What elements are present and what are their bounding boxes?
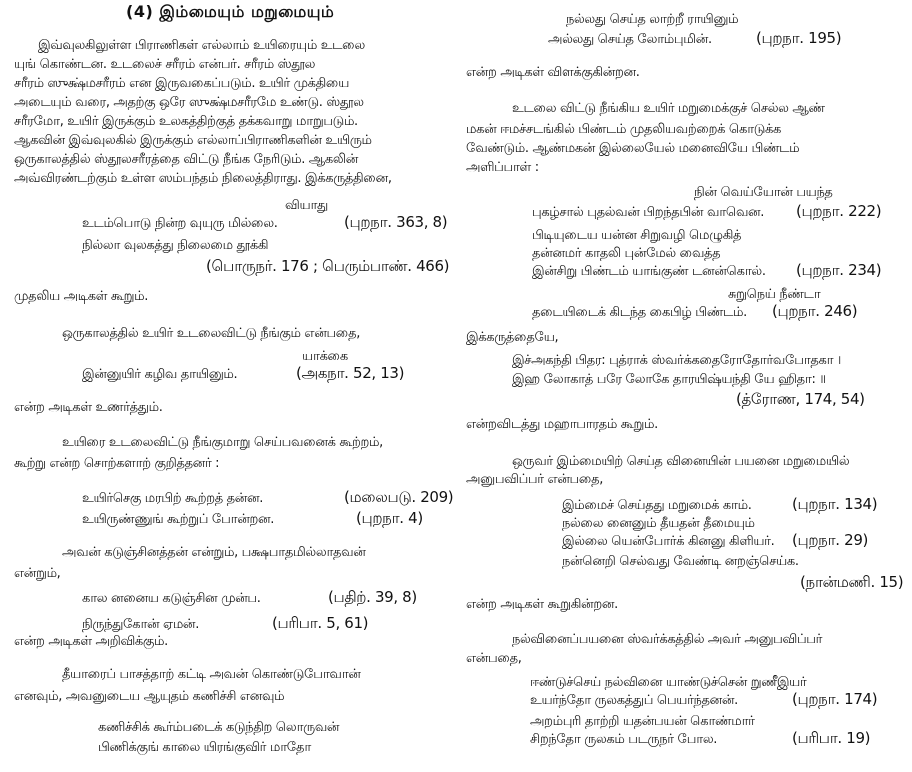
- paragraph-line: எனவும், அவனுடைய ஆயுதம் கணிச்சி எனவும்: [14, 689, 285, 704]
- verse-line: கணிச்சிக் கூர்ம்படைக் கடுந்திற லொருவன்: [98, 720, 340, 735]
- sanskrit-line: இஹ லோகாத் பரே லோகே தாரயிஷ்யந்தி யே ஹிதா: ॥: [512, 372, 826, 387]
- paragraph-line: அவன் கடுஞ்சினத்தன் என்றும், பக்ஷபாதமில்லாதவன்: [62, 545, 366, 560]
- verse-line: நல்லை னைனும் தீயதன் தீமையும்: [562, 516, 755, 531]
- verse-line: நிருந்துகோன் ஏமன்.: [82, 617, 199, 632]
- verse-line: இன்னுயிர் கழிவ தாயினும்.: [82, 367, 238, 382]
- paragraph-line: என்ற அடிகள் உணர்த்தும்.: [14, 400, 163, 415]
- verse-citation: (புறநா. 222): [796, 202, 882, 220]
- verse-gloss: யாக்கை: [302, 349, 348, 364]
- section-heading: (4) இம்மையும் மறுமையும்: [126, 2, 335, 21]
- paragraph-line: ஒருகாலத்தில் ஸ்தூலசரீரத்தை விட்டு நீங்க நேரிடும். ஆகலின்: [14, 152, 358, 167]
- verse-line: பிடியுடைய யன்ன சிறுவழி மெழுகித்: [532, 228, 742, 243]
- paragraph-line: அவ்விரண்டற்கும் உள்ள ஸம்பந்தம் நிலைத்திராது. இக்கருத்தினை,: [14, 171, 392, 186]
- verse-citation: (புறநா. 234): [796, 261, 882, 279]
- verse-citation: (நான்மணி. 15): [800, 573, 904, 591]
- verse-citation: (பொருநர். 176 ; பெரும்பாண். 466): [206, 257, 450, 275]
- verse-citation: (பரிபா. 19): [792, 729, 871, 747]
- paragraph-line: என்பதை,: [466, 651, 522, 666]
- verse-line: பிணிக்குங் காலை யிரங்குவிர் மாதோ: [98, 740, 311, 755]
- paragraph-line: என்றும்,: [14, 566, 61, 581]
- paragraph-line: இக்கருத்தையே,: [466, 330, 559, 345]
- paragraph-line: என்றவிடத்து மஹாபாரதம் கூறும்.: [466, 417, 658, 432]
- verse-gloss: சுறுநெய் நீண்டா: [728, 287, 821, 302]
- paragraph-line: அளிப்பாள் :: [466, 160, 539, 175]
- paragraph-line: உயிரை உடலைவிட்டு நீங்குமாறு செய்பவனைக் கூற்றம்,: [62, 435, 383, 450]
- paragraph-line: வேண்டும். ஆண்மகன் இல்லையேல் மனைவியே பிண்டம்: [466, 141, 800, 156]
- paragraph-line: நல்வினைப்பயனை ஸ்வர்க்கத்தில் அவர் அனுபவிப்பர்: [512, 632, 823, 647]
- verse-line: இம்மைச் செய்தது மறுமைக் காம்.: [562, 498, 752, 513]
- verse-citation: (புறநா. 246): [772, 302, 858, 320]
- verse-gloss: வியாது: [285, 198, 328, 213]
- verse-line: தடையிடைக் கிடந்த கைபிழ் பிண்டம்.: [532, 305, 747, 320]
- verse-line: புகழ்சால் புதல்வன் பிறந்தபின் வாவென.: [532, 205, 765, 220]
- paragraph-line: ஆகவின் இவ்வுலகில் இருக்கும் எல்லாப்பிராணிகளின் உயிரும்: [14, 133, 372, 148]
- paragraph-line: அனுபவிப்பர் என்பதை,: [466, 472, 604, 487]
- paragraph-line: இவ்வுலகிலுள்ள பிராணிகள் எல்லாம் உயிரையும் உடலை: [38, 38, 365, 53]
- verse-citation: (பதிற். 39, 8): [328, 588, 417, 606]
- verse-line: உயிர்செகு மரபிற் கூற்றத் தன்ன.: [82, 491, 264, 506]
- verse-line: உடம்பொடு நின்ற வுயுரு மில்லை.: [82, 216, 278, 231]
- verse-citation: (புறநா. 29): [792, 531, 869, 549]
- paragraph-line: சரீரம் ஸுக்ஷ்மசரீரம் என இருவகைப்படும். உயிர் முக்தியை: [14, 76, 350, 91]
- paragraph-line: என்ற அடிகள் விளக்குகின்றன.: [466, 65, 640, 80]
- verse-citation: (புறநா. 174): [792, 690, 878, 708]
- verse-line: சிறந்தோ ருலகம் படருநர் போல.: [530, 732, 718, 747]
- verse-line: இன்சிறு பிண்டம் யாங்குண் டனன்கொல்.: [532, 264, 766, 279]
- verse-line: ஈண்டுச்செய் நல்வினை யாண்டுச்சென் றுணீஇயர்: [530, 675, 807, 690]
- verse-line: தன்னமர் காதலி புன்மேல் வைத்த: [532, 246, 721, 261]
- verse-line: நல்லது செய்த லாற்றீ ராயினும்: [566, 12, 739, 27]
- verse-citation: (புறநா. 195): [756, 29, 842, 47]
- paragraph-line: என்ற அடிகள் கூறுகின்றன.: [466, 597, 618, 612]
- verse-line: கால னனைய கடுஞ்சின முன்ப.: [82, 591, 261, 606]
- verse-line: இல்லை யென்போர்க் கினனு கிளியர்.: [562, 534, 775, 549]
- paragraph-line: கூற்று என்ற சொற்களாற் குறித்தனர் :: [14, 456, 220, 471]
- paragraph-line: சரீரமோ, உயிர் இருக்கும் உலகத்திற்குத் தக்கவாறு மாறுபடும்.: [14, 114, 358, 129]
- verse-citation: (புறநா. 363, 8): [344, 213, 448, 231]
- paragraph-line: உடலை விட்டு நீங்கிய உயிர் மறுமைக்குச் செல்ல ஆண்: [512, 101, 825, 116]
- verse-citation: (பரிபா. 5, 61): [272, 614, 369, 632]
- paragraph-line: என்ற அடிகள் அறிவிக்கும்.: [14, 634, 168, 649]
- paragraph-line: மகன் ஈமச்சடங்கில் பிண்டம் முதலியவற்றைக் கொடுக்க: [466, 122, 781, 137]
- verse-line: நன்னெறி செல்வது வேண்டி னறஞ்செய்க.: [562, 554, 799, 569]
- verse-citation: (புறநா. 134): [792, 495, 878, 513]
- sanskrit-line: இச்அகந்தி பிதர: புத்ராக் ஸ்வர்க்கதைரோதோர்வபோதகா ।: [512, 353, 841, 368]
- verse-gloss: நின் வெய்யோன் பயந்த: [694, 185, 833, 200]
- verse-citation: (அகநா. 52, 13): [296, 364, 405, 382]
- verse-line: உயிருண்ணுங் கூற்றுப் போன்றன.: [82, 512, 274, 527]
- paragraph-line: ஒருகாலத்தில் உயிர் உடலைவிட்டு நீங்கும் என்பதை,: [62, 326, 361, 341]
- paragraph-line: முதலிய அடிகள் கூறும்.: [14, 289, 148, 304]
- verse-line: அல்லது செய்த லோம்புமின்.: [548, 32, 712, 47]
- paragraph-line: தீயாரைப் பாசத்தாற் கட்டி அவன் கொண்டுபோவான்: [62, 667, 361, 682]
- paragraph-line: யுங் கொண்டன. உடலைச் சரீரம் என்பர். சரீரம் ஸ்தூல: [14, 57, 316, 72]
- paragraph-line: ஒருவர் இம்மையிற் செய்த வினையின் பயனை மறுமையில்: [512, 454, 850, 469]
- verse-line: அறம்புரி தாற்றி யதன்பயன் கொண்மார்: [530, 714, 755, 729]
- paragraph-line: அடையும் வரை, அதற்கு ஒரே ஸுக்ஷ்மசரீரமே உண்டு. ஸ்தூல: [14, 95, 364, 110]
- verse-citation: (புறநா. 4): [356, 509, 423, 527]
- sanskrit-citation: (த்ரோண, 174, 54): [736, 390, 865, 408]
- verse-citation: (மலைபடு. 209): [344, 488, 454, 506]
- verse-line: நில்லா வுலகத்து நிலைமை தூக்கி: [82, 238, 269, 253]
- verse-line: உயர்ந்தோ ருலகத்துப் பெயர்ந்தனன்.: [530, 693, 738, 708]
